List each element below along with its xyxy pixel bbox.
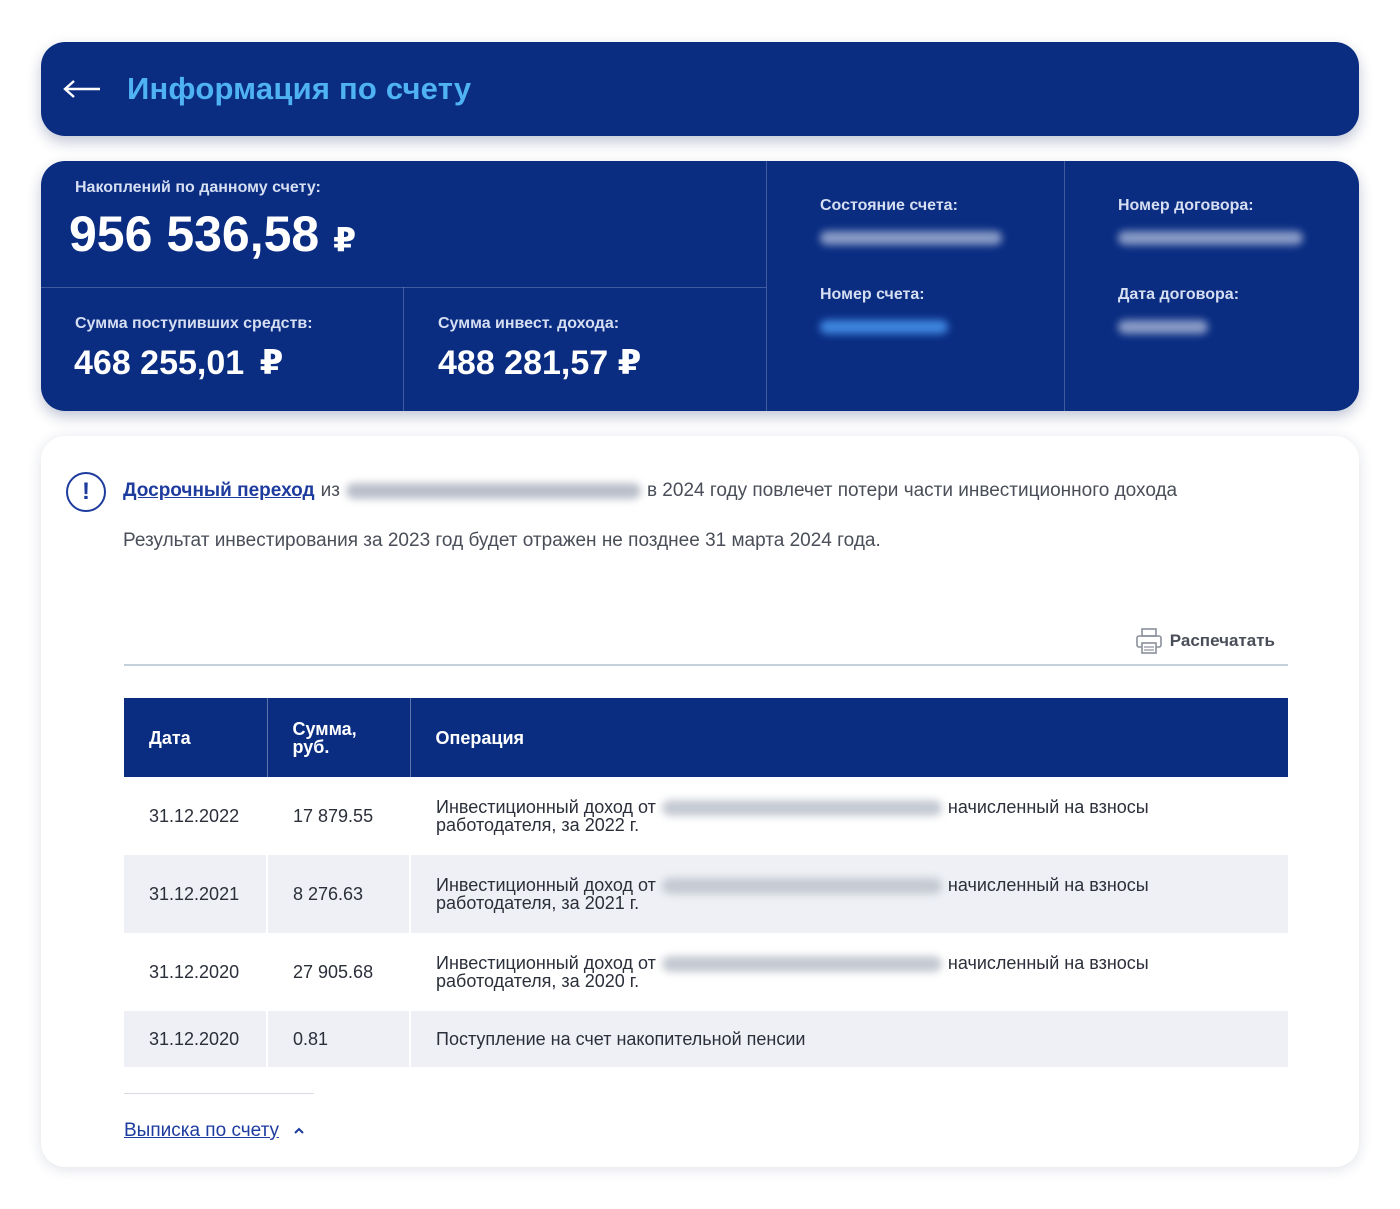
operations-card [41,436,1359,1167]
divider [403,287,404,411]
income-value: 488 281,57 [438,344,609,382]
account-number-label: Номер счета: [820,286,925,303]
row-sum: 27 905.68 [267,933,410,1011]
row-date: 31.12.2020 [124,1011,267,1067]
row-sum: 8 276.63 [267,855,410,933]
divider [1064,161,1065,411]
operation-text: Инвестиционный доход от [436,952,656,973]
row-date: 31.12.2020 [124,933,267,1011]
column-header-sum-line2: руб. [292,736,330,757]
table-header-row [124,698,1288,777]
column-header-date: Дата [124,698,267,777]
contributions-amount [74,343,283,383]
back-button[interactable] [61,67,105,111]
printer-icon [1134,626,1164,656]
status-value-redacted [820,231,1002,245]
table-row [124,1011,1288,1067]
arrow-left-icon [63,79,103,99]
account-number-redacted[interactable] [820,320,948,334]
page-title: Информация по счету [127,71,472,106]
row-operation [410,855,1288,933]
savings-value: 956 536,58 [69,206,320,262]
operation-text: Инвестиционный доход от [436,874,656,895]
row-operation [410,933,1288,1011]
section-divider [124,664,1288,666]
exclamation-icon: ! [66,472,106,512]
contract-number-label: Номер договора: [1118,197,1254,214]
income-label: Сумма инвест. дохода: [438,315,620,332]
status-label: Состояние счета: [820,197,958,214]
savings-label: Накоплений по данному счету: [75,179,321,196]
fund-name-redacted [662,878,942,894]
ruble-icon: ₽ [259,344,284,382]
early-transfer-link[interactable]: Досрочный переход [123,480,315,501]
column-header-sum [267,698,410,777]
contributions-label: Сумма поступивших средств: [75,315,313,332]
account-summary-card [41,161,1359,411]
table-row [124,933,1288,1011]
contract-date-label: Дата договора: [1118,286,1240,303]
row-date: 31.12.2021 [124,855,267,933]
operation-text: работодателя, за 2022 г. [436,815,640,836]
operation-text: начисленный на взносы [947,874,1149,895]
investment-result-info: Результат инвестирования за 2023 год будет отражен не позднее 31 марта 2024 года. [123,530,881,551]
operation-text: Инвестиционный доход от [436,796,656,817]
income-amount [438,343,641,383]
operation-text: начисленный на взносы [947,952,1149,973]
footer-divider [124,1093,314,1094]
divider [766,161,767,411]
column-header-sum-line1: Сумма, [292,718,357,739]
fund-name-redacted [346,483,641,499]
fund-name-redacted [662,800,942,816]
row-operation: Поступление на счет накопительной пенсии [410,1011,1288,1067]
account-statement-link[interactable] [124,1120,305,1142]
table-row [124,777,1288,855]
contributions-value: 468 255,01 [74,344,245,382]
row-operation [410,777,1288,855]
fund-name-redacted [662,956,942,972]
print-label: Распечатать [1169,631,1275,650]
row-sum: 0.81 [267,1011,410,1067]
early-transfer-notice [123,480,1177,502]
column-header-operation: Операция [410,698,1288,777]
ruble-icon: ₽ [333,221,357,258]
operations-table [124,698,1288,1067]
savings-amount [69,205,356,263]
chevron-up-icon [293,1127,305,1135]
row-date: 31.12.2022 [124,777,267,855]
divider [41,287,766,288]
operation-text: работодателя, за 2020 г. [436,971,640,992]
contract-date-redacted [1118,320,1208,334]
contract-number-redacted [1118,231,1303,245]
row-sum: 17 879.55 [267,777,410,855]
ruble-icon: ₽ [617,344,642,382]
table-row [124,855,1288,933]
statement-link-label: Выписка по счету [124,1120,279,1141]
operation-text: работодателя, за 2021 г. [436,893,640,914]
notice-rest-text: в 2024 году повлечет потери части инвестиционного дохода [646,480,1178,501]
print-button[interactable] [1134,626,1275,656]
notice-from-text: из [320,480,340,501]
page-header [41,42,1359,136]
operation-text: начисленный на взносы [947,796,1149,817]
